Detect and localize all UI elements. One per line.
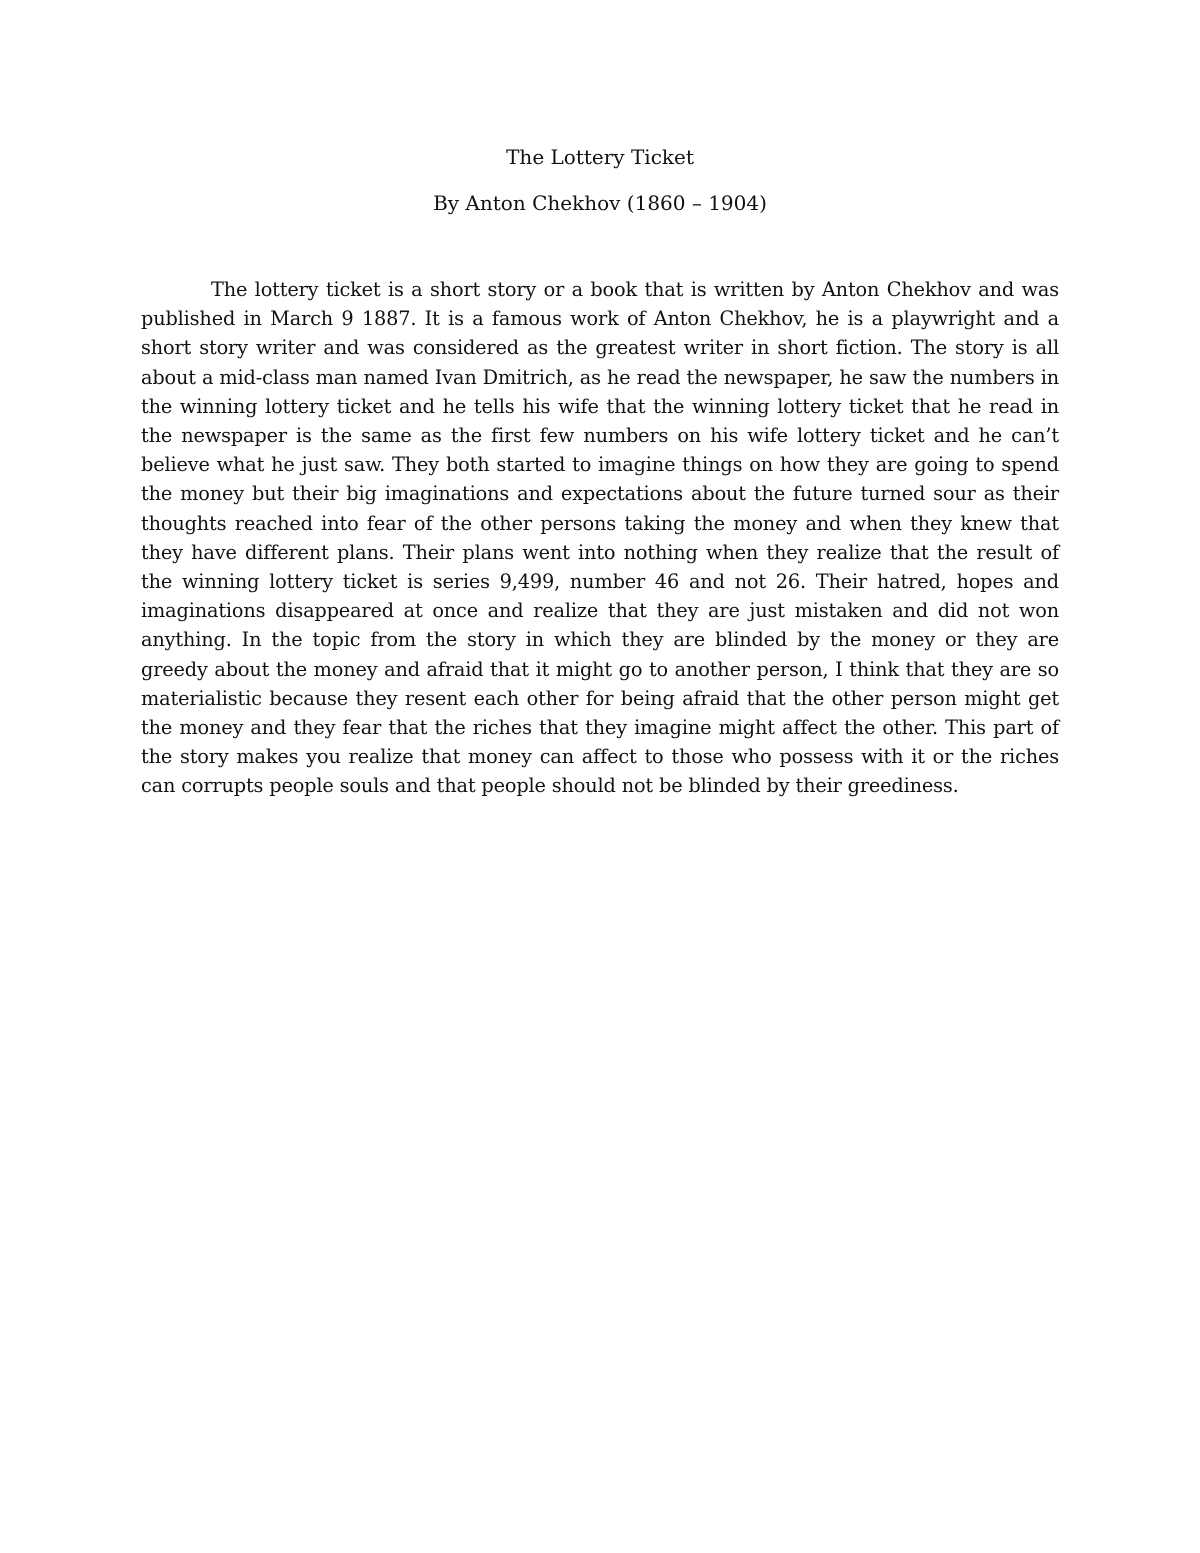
title-block bbox=[0, 140, 1200, 220]
document-title: The Lottery Ticket bbox=[506, 145, 694, 169]
body-paragraph: The lottery ticket is a short story or a book that is written by Anton Chekhov and was published in March 9 1887. It is a famous work of Anton Chekhov, he is a playwright and a short story writer and was considered as the greatest writer in short fiction. The story is all about a mid-class man named Ivan Dmitrich, as he read the newspaper, he saw the numbers in the winning lottery ticket and he tells his wife that the winning lottery ticket that he read in the newspaper is the same as the first few numbers on his wife lottery ticket and he can’t believe what he just saw. They both started to imagine things on how they are going to spend the money but their big imaginations and expectations about the future turned sour as their thoughts reached into fear of the other persons taking the money and when they knew that they have different plans. Their plans went into nothing when they realize that the result of the winning lottery ticket is series 9,499, number 46 and not 26. Their hatred, hopes and imaginations disappeared at once and realize that they are just mistaken and did not won anything. In the topic from the story in which they are blinded by the money or they are greedy about the money and afraid that it might go to another person, I think that they are so materialistic because they resent each other for being afraid that the other person might get the money and they fear that the riches that they imagine might affect the other. This part of the story makes you realize that money can affect to those who possess with it or the riches can corrupts people souls and that people should not be blinded by their greediness. bbox=[141, 278, 1059, 798]
author-line: By Anton Chekhov (1860 – 1904) bbox=[433, 191, 767, 215]
